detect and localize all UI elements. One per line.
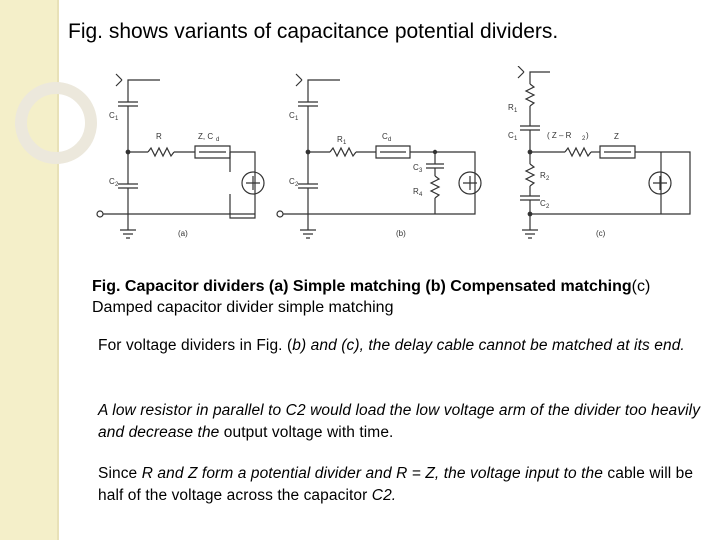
delay-cable-c — [600, 146, 635, 158]
input-terminal-b — [277, 211, 283, 217]
para2-text-2: low — [112, 402, 136, 419]
ground-c — [522, 230, 538, 238]
paragraph-2 — [98, 400, 708, 444]
label-r1-b: R — [337, 135, 343, 144]
label-r4-b: R — [413, 187, 419, 196]
sub-c1-c: 1 — [514, 136, 518, 142]
sub-r1-c: 1 — [514, 108, 518, 114]
capacitor-c2-b — [298, 184, 318, 188]
para3-text-1: Since — [98, 465, 142, 482]
capacitor-c1-a — [118, 102, 138, 106]
capacitor-c2-c — [520, 196, 540, 200]
label-c2-a: C — [109, 177, 115, 186]
sub-z-r2-c: 2 — [582, 136, 586, 142]
label-z-c: Z — [614, 132, 619, 141]
sub-r1-b: 1 — [343, 140, 347, 146]
ground-a — [120, 230, 136, 238]
para1-text-2: b) and (c), the delay cable cannot be matched at its end. — [292, 337, 685, 354]
sub-3-b: 3 — [419, 168, 423, 174]
sub-cd-b: d — [388, 137, 392, 143]
sub-2-b: 2 — [295, 182, 299, 188]
para2-text-3: resistor in parallel to — [135, 402, 286, 419]
sub-1-a: 1 — [115, 116, 119, 122]
delay-cable-b — [376, 146, 410, 158]
sub-4-b: 4 — [419, 192, 423, 198]
label-r2-c: R — [540, 171, 546, 180]
para1-text-1: For voltage dividers in Fig. ( — [98, 337, 293, 354]
circuit-a — [97, 74, 264, 238]
resistor-r4-b — [431, 176, 439, 198]
caption-bold: Fig. Capacitor dividers (a) Simple matching (b) Compensated matching — [92, 278, 632, 295]
sub-r2-c: 2 — [546, 176, 550, 182]
label-r1-c: R — [508, 103, 514, 112]
label-c1-c: C — [508, 131, 514, 140]
label-c: (c) — [596, 229, 606, 238]
label-z-cd-a: Z, C — [198, 132, 214, 141]
paragraph-3 — [98, 463, 708, 507]
label-cd-b: C — [382, 132, 388, 141]
figure-caption — [92, 276, 692, 318]
circuit-c — [518, 66, 690, 238]
label-c1-a: C — [109, 111, 115, 120]
ground-b — [300, 230, 316, 238]
probe-arrow-a — [128, 80, 160, 102]
capacitor-c1-b — [298, 102, 318, 106]
label-r-a: R — [156, 132, 162, 141]
label-z-minus-r2-end: ) — [586, 131, 589, 140]
label-c2-c: C — [540, 199, 546, 208]
capacitor-c3-b — [426, 164, 444, 168]
label-z-minus-r2: ( Z – R — [547, 131, 572, 140]
sub-c2-c: 2 — [546, 204, 550, 210]
label-c3-b: C — [413, 163, 419, 172]
label-a: (a) — [178, 229, 188, 238]
delay-cable-a — [195, 146, 230, 158]
page-title: Fig. shows variants of capacitance potential dividers. — [68, 20, 559, 43]
resistor-r1-c — [526, 84, 534, 106]
capacitor-c1-c — [520, 126, 540, 130]
para3-text-4: C2. — [371, 487, 397, 504]
para2-text-4: C2 would load the low voltage arm of the divider too heavily and decrease the — [98, 402, 701, 441]
label-c1-b: C — [289, 111, 295, 120]
para3-text-2: R and Z form a potential divider and R = Z, the voltage input to the — [141, 465, 603, 482]
input-terminal-a — [97, 211, 103, 217]
para3-text-3: cable will be half of the voltage across the capacitor — [98, 465, 694, 504]
label-b: (b) — [396, 229, 406, 238]
para2-text-5: output voltage with time. — [219, 424, 394, 441]
sub-1-b: 1 — [295, 116, 299, 122]
capacitor-divider-diagram — [80, 66, 700, 246]
para2-text-1: A — [98, 402, 113, 419]
resistor-z-r2-c — [565, 148, 591, 156]
label-c2-b: C — [289, 177, 295, 186]
circuit-b — [277, 74, 481, 238]
sub-2-a: 2 — [115, 182, 119, 188]
sidebar-rule — [57, 0, 59, 540]
resistor-r2-c — [526, 164, 534, 186]
capacitor-c2-a — [118, 184, 138, 188]
caption-normal: (c) Damped capacitor divider simple matching — [92, 278, 651, 316]
sidebar-strip — [0, 0, 57, 540]
resistor-r1-b — [330, 148, 356, 156]
sub-d-a: d — [216, 137, 220, 143]
resistor-r-a — [148, 148, 174, 156]
paragraph-1 — [98, 335, 708, 357]
